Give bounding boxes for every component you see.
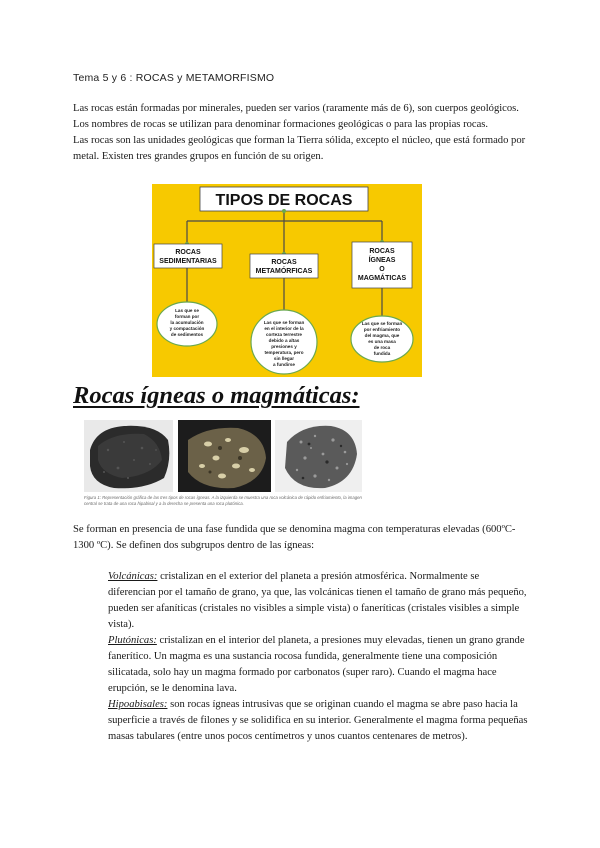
node-sedimentarias-line2: SEDIMENTARIAS — [159, 258, 217, 265]
connector-dot — [282, 209, 286, 213]
intro-paragraph-1: Las rocas están formadas por minerales, pueden ser varios (raramente más de 6), son cuerpos geológicos. Los nombres de rocas se utilizan para denominar formaciones geológicas o para las propias rocas. — [73, 103, 519, 130]
oval1-line: Las que se — [175, 308, 199, 313]
oval3-line: es una masa — [368, 339, 396, 344]
diagram-title: TIPOS DE ROCAS — [215, 192, 353, 209]
oval1-line: de sedimentos — [170, 332, 204, 337]
oval2-line: presiones y — [271, 344, 297, 349]
igneous-subgroups — [73, 569, 528, 745]
igneous-intro-paragraph: Se forman en presencia de una fase fundida que se denomina magma con temperaturas elevadas (600ºC-1300 ºC). Se definen dos subgrupos dentro de las ígneas: — [73, 524, 516, 551]
plutonic-rock-photo — [275, 420, 362, 492]
igneous-intro — [73, 522, 528, 554]
oval1-line: forman por — [174, 314, 200, 319]
oval2-line: Las que se forman — [263, 320, 305, 325]
oval1-line: y compactación — [169, 326, 205, 331]
node-igneas-line2: ÍGNEAS — [368, 257, 396, 264]
node-igneas-line1: ROCAS — [369, 248, 395, 255]
oval1-line: la acumulación — [170, 320, 204, 325]
plutonic-term: Plutónicas: — [108, 635, 157, 646]
node-igneas-line4: MAGMÁTICAS — [357, 275, 407, 282]
node-metamorficas-line2: METAMÓRFICAS — [255, 268, 313, 275]
volcanic-rock-photo — [84, 420, 173, 492]
section-title: Rocas ígneas o magmáticas: — [73, 382, 360, 409]
oval2-line: a fundirse — [273, 362, 295, 367]
oval2-line: corteza terrestre — [265, 332, 303, 337]
intro-paragraph-2: Las rocas son las unidades geológicas que forman la Tierra sólida, excepto el núcleo, que está formado por metal. Existen tres grandes grupos en función de su origen. — [73, 135, 526, 162]
oval3-line: de roca — [373, 345, 391, 350]
figure-caption: Figura 1: Representación gráfica de las tres tipos de rocas ígneas. A la izquierda se muestra una roca volcánica de rápido enfriamiento, la imagen central se trata de una roca hipabisal y a la derecha se presenta una roca plutónica. — [84, 495, 362, 506]
oval2-line: debido a altas — [268, 338, 300, 343]
oval2-line: temperatura, pero — [264, 350, 304, 355]
volcanic-text: cristalizan en el exterior del planeta a presión atmosférica. Normalmente se diferencian por el tamaño de grano, ya que, las volcánicas tienen el tamaño de grano más pequeño, pueden ser afaníticas (cristales no visibles a simple vista) o faneríticas (cristales visibles a simple vista). — [108, 571, 527, 630]
volcanic-term: Volcánicas: — [108, 571, 158, 582]
rock-photos-figure — [84, 420, 364, 515]
hypabyssal-rock-photo — [178, 420, 271, 492]
oval3-line: fundida — [373, 351, 391, 356]
plutonic-text: cristalizan en el interior del planeta, a presiones muy elevadas, tienen un grano grande fanerítico. Un magma es una sustancia rocosa fundida, generalmente tiene una composición silicatada, solo hay un magma formado por carbonatos (super raro). Cuando el magma hace erupción, se le denomina lava. — [108, 635, 525, 694]
oval3-line: Las que se forman — [361, 321, 403, 326]
oval2-line: sin llegar — [273, 356, 295, 361]
node-igneas-line3: O — [379, 266, 385, 273]
document-header: Tema 5 y 6 : ROCAS y METAMORFISMO — [73, 72, 275, 84]
oval3-line: del magma, que — [364, 333, 400, 338]
node-sedimentarias-line1: ROCAS — [175, 249, 201, 256]
oval3-line: por enfriamiento — [363, 327, 401, 332]
hypabyssal-paragraph — [73, 697, 528, 745]
hypabyssal-term: Hipoabisales: — [108, 699, 168, 710]
hypabyssal-text: son rocas ígneas intrusivas que se originan cuando el magma se abre paso hacia la superficie a través de filones y se solidifica en su interior. Generalmente el magma forma pequeñas masas tabulares (entre unos pocos centímetros y unos cuantos centenares de metros). — [108, 699, 528, 742]
volcanic-paragraph — [73, 569, 528, 633]
intro-text — [73, 101, 533, 165]
plutonic-paragraph — [73, 633, 528, 697]
oval2-line: en el interior de la — [264, 326, 304, 331]
rock-types-diagram — [152, 184, 422, 377]
node-metamorficas-line1: ROCAS — [271, 259, 297, 266]
